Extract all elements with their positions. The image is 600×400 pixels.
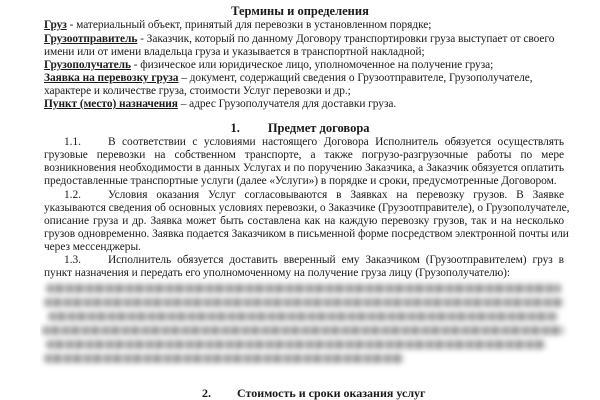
term-request-definition-1: – документ, содержащий сведения о Грузоотправителе, Грузополучателе, — [178, 72, 533, 84]
term-consignee-definition: - физическое или юридическое лицо, уполномоченное на получение груза; — [130, 59, 494, 71]
blurred-line — [48, 312, 558, 321]
clause-1-3-line-2: пункт назначения и передать его уполномоченному на получение груза лицу (Грузополучателю): — [44, 267, 511, 279]
clause-1-1-number: 1.1. — [64, 136, 81, 148]
term-request-definition-2: характере и количестве груза, стоимости Услуг перевозки и др.; — [44, 85, 351, 97]
clause-1-2-text-1: Условия оказания Услуг согласовываются в Заявках на перевозку грузов. В Заявке — [108, 189, 564, 201]
term-destination-line — [44, 98, 564, 111]
section2-title: Стоимость и сроки оказания услуг — [237, 386, 426, 400]
section1-title: Предмет договора — [267, 121, 370, 135]
term-shipper-definition-2: имени или от имени владельца груза и указывается в транспортной накладной; — [44, 46, 425, 58]
term-consignee-line — [44, 59, 564, 72]
blurred-line — [46, 284, 561, 293]
term-cargo-line — [44, 19, 564, 32]
term-shipper-definition-1: - Заказчик, который по данному Договору транспортировки груза выступает от своего — [137, 33, 555, 45]
clause-1-2-line-5: через мессенджеры. — [44, 241, 141, 253]
blurred-line — [42, 326, 564, 335]
term-request: Заявка на перевозку груза — [44, 72, 179, 84]
terms-heading: Термины и определения — [231, 4, 369, 18]
blurred-line — [46, 340, 546, 349]
clause-1-3-text-1: Исполнитель обязуется доставить вверенный ему Заказчиком (Грузоотправителем) груз в — [108, 254, 564, 266]
section1-number: 1. — [230, 121, 240, 135]
clause-1-2-line-4: грузов одновременно. Заявка подается Заказчиком в письменной форме посредством электронной почты или — [44, 228, 569, 240]
clause-1-3-line-1 — [44, 254, 564, 267]
clause-1-1-line-1 — [44, 136, 564, 149]
term-shipper-line — [44, 33, 564, 46]
clause-1-1-text-1: В соответствии с условиями настоящего Договора Исполнитель обязуется осуществлять — [108, 136, 564, 148]
term-cargo-definition: - материальный объект, принятый для перевозки в установленном порядке; — [66, 19, 432, 31]
clause-1-2-number: 1.2. — [64, 189, 81, 201]
section2-number: 2. — [202, 386, 211, 400]
section1-heading — [0, 121, 600, 136]
term-cargo: Груз — [44, 19, 67, 31]
term-request-line — [44, 72, 564, 85]
clause-1-1-line-2: грузовые перевозки на собственном транспорте, а также погрузо-разгрузочные работы по мере — [44, 149, 564, 161]
clause-1-1-line-4: предоставленные транспортные услуги (далее «Услуги») в порядке и сроки, предусмотренные Договором. — [44, 175, 557, 187]
clause-1-2-line-2: указываются сведения об основных условиях перевозки, о Заказчике (Грузоотправителе), о Грузополучателе, — [44, 202, 570, 214]
clause-1-1-line-3: возникновения необходимости в данных Услугах и по поручению Заказчика, а Заказчик обязуется оплатить — [44, 162, 564, 174]
term-consignee: Грузополучатель — [44, 59, 131, 71]
blurred-redacted-text — [40, 270, 570, 370]
term-destination-definition: – адрес Грузополучателя для доставки груза. — [177, 98, 397, 110]
blurred-line — [44, 298, 564, 307]
term-destination: Пункт (место) назначения — [44, 98, 178, 110]
clause-1-2-line-3: описание груза и др. Заявка может быть составлена как на каждую перевозку грузов, так и на несколько — [44, 215, 564, 227]
clause-1-2-line-1 — [44, 189, 564, 202]
blurred-line — [44, 354, 404, 363]
term-shipper: Грузоотправитель — [44, 33, 138, 45]
clause-1-3-number: 1.3. — [64, 254, 81, 266]
